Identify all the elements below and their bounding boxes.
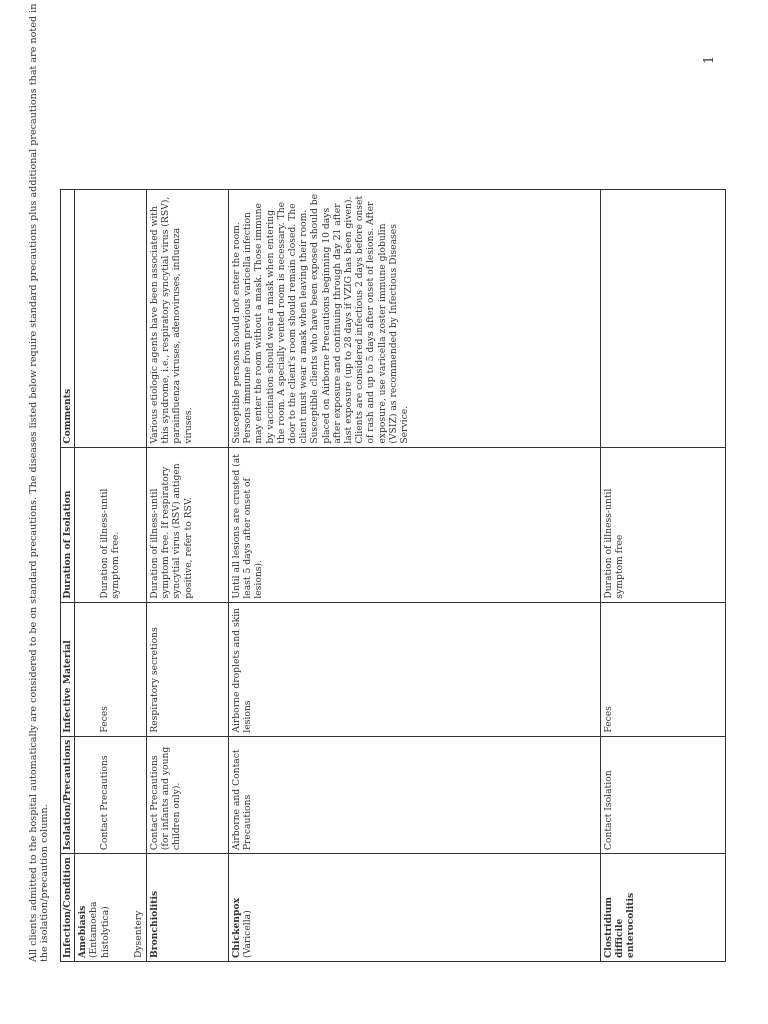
cell-condition	[75, 854, 147, 962]
table-row	[229, 189, 601, 961]
cell-isolation: Contact Isolation	[601, 736, 726, 853]
cell-isolation: Airborne and Contact Precautions	[229, 736, 601, 853]
cell-condition	[147, 854, 229, 962]
condition-name: Chickenpox	[231, 898, 243, 958]
cell-isolation: Contact Precautions (for infants and young children only).	[147, 736, 229, 853]
material-text: Feces	[99, 706, 111, 733]
header-infection-condition: Infection/Condition	[61, 854, 75, 962]
condition-detail: (Varicella)	[242, 910, 254, 958]
intro-paragraph: All clients admitted to the hospital automatically are considered to be on standard precautions. The diseases listed below require standard precautions plus additional precautions that are noted in the isolation/precaution column.	[28, 3, 50, 962]
cell-comments	[601, 189, 726, 447]
table-row	[147, 189, 229, 961]
cell-comments: Various etiologic agents have been associated with this syndrome, i.e., respiratory syncytial virus (RSV), parainfluenza viruses, adenoviruses, influenza viruses.	[147, 189, 229, 447]
condition-detail: (Entamoeba histolytica)	[88, 901, 111, 958]
condition-subtype: Dysentery	[132, 910, 144, 958]
condition-name: Bronchiolitis	[149, 890, 161, 958]
cell-condition	[229, 854, 601, 962]
cell-duration: Until all lesions are crusted (at least 5 days after onset of lesions).	[229, 447, 601, 602]
cell-comments: Susceptible persons should not enter the room. Persons immune from previous varicella infection may enter the room without a mask. Those immune by vaccination should wear a mask when entering the room. A specially vented room is necessary. The door to the client's room should remain closed. The client must wear a mask when leaving their room. Susceptible clients who have been exposed should be placed on Airborne Precautions beginning 10 days after exposure and continuing through day 21 after last exposure (up to 28 days if VZIG has been given). Clients are considered infectious 2 days before onset of rash and up to 5 days after onset of lesions. After exposure, use varicella zoster immune globulin (VSIZ) as recommended by Infectious Diseases Service.	[229, 189, 601, 447]
table-row	[601, 189, 726, 961]
precautions-table	[60, 189, 726, 962]
isolation-text: Contact Precautions	[99, 755, 111, 851]
cell-duration: Duration of illness-until symptom free	[601, 447, 726, 602]
header-infective-material: Infective Material	[61, 602, 75, 736]
header-isolation-precautions: Isolation/Precautions	[61, 736, 75, 853]
cell-isolation	[75, 736, 147, 853]
cell-condition	[601, 854, 726, 962]
duration-text: Duration of illness-until symptom free.	[99, 488, 122, 599]
condition-name: Clostridium difficile enterocolitis	[603, 892, 637, 958]
cell-material: Airborne droplets and skin lesions	[229, 602, 601, 736]
cell-duration	[75, 447, 147, 602]
header-duration-of-isolation: Duration of Isolation	[61, 447, 75, 602]
cell-material: Feces	[601, 602, 726, 736]
header-comments: Comments	[61, 189, 75, 447]
cell-comments	[75, 189, 147, 447]
condition-name: Amebiasis	[77, 905, 89, 958]
page-number: 1	[702, 55, 717, 64]
cell-material	[75, 602, 147, 736]
cell-material: Respiratory secretions	[147, 602, 229, 736]
table-header-row	[61, 189, 75, 961]
cell-duration: Duration of illness-until symptom free. If respiratory syncytial virus (RSV) antigen positive, refer to RSV.	[147, 447, 229, 602]
table-row	[75, 189, 147, 961]
